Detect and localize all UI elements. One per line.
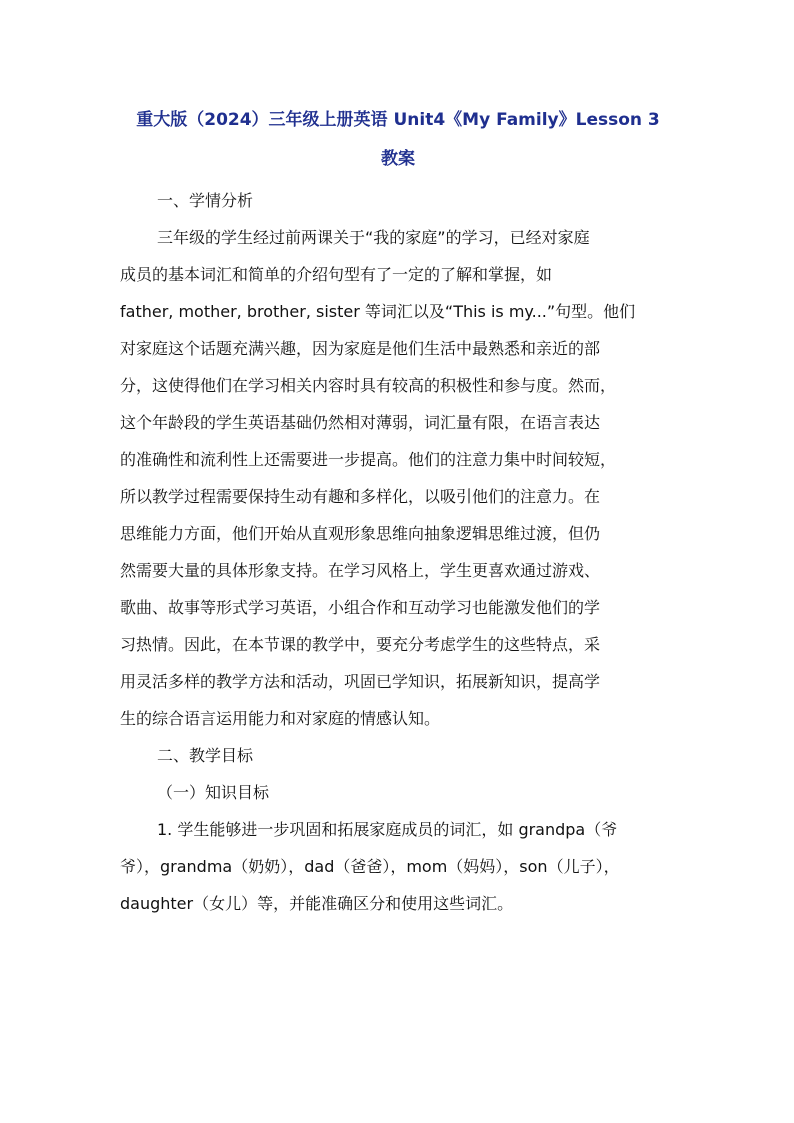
- paragraph-line: 的准确性和流利性上还需要进一步提高。他们的注意力集中时间较短，: [120, 450, 617, 469]
- document-content: [120, 100, 676, 922]
- paragraph-line: 歌曲、故事等形式学习英语，小组合作和互动学习也能激发他们的学: [120, 598, 601, 617]
- document-title: 重大版（2024）三年级上册英语 Unit4《My Family》Lesson 3: [136, 110, 660, 130]
- section-heading-teaching-objectives: 二、教学目标: [157, 746, 254, 765]
- paragraph-line: father, mother, brother, sister 等词汇以及“This is my...”句型。他们: [120, 302, 636, 321]
- paragraph-line: 生的综合语言运用能力和对家庭的情感认知。: [120, 709, 441, 728]
- paragraph-line: 成员的基本词汇和简单的介绍句型有了一定的了解和掌握，如: [120, 265, 553, 284]
- objective-line: 1. 学生能够进一步巩固和拓展家庭成员的词汇，如 grandpa（爷: [157, 820, 618, 839]
- paragraph-line: 分，这使得他们在学习相关内容时具有较高的积极性和参与度。然而，: [120, 376, 617, 395]
- document-title-continuation: 教案: [381, 149, 415, 169]
- paragraph-line: 所以教学过程需要保持生动有趣和多样化，以吸引他们的注意力。在: [120, 487, 601, 506]
- paragraph-line: 然需要大量的具体形象支持。在学习风格上，学生更喜欢通过游戏、: [120, 561, 601, 580]
- paragraph-line: 三年级的学生经过前两课关于“我的家庭”的学习，已经对家庭: [157, 228, 590, 247]
- paragraph-line: 用灵活多样的教学方法和活动，巩固已学知识，拓展新知识，提高学: [120, 672, 601, 691]
- paragraph-line: 这个年龄段的学生英语基础仍然相对薄弱，词汇量有限，在语言表达: [120, 413, 601, 432]
- section-heading-student-analysis: 一、学情分析: [157, 191, 254, 210]
- paragraph-line: 对家庭这个话题充满兴趣，因为家庭是他们生活中最熟悉和亲近的部: [120, 339, 601, 358]
- objective-line: daughter（女儿）等，并能准确区分和使用这些词汇。: [120, 894, 514, 913]
- objective-line: 爷），grandma（奶奶），dad（爸爸），mom（妈妈），son（儿子），: [120, 857, 620, 876]
- knowledge-objective-item: [120, 811, 676, 922]
- subsection-heading-knowledge-objectives: （一）知识目标: [157, 783, 270, 802]
- paragraph-line: 思维能力方面，他们开始从直观形象思维向抽象逻辑思维过渡，但仍: [120, 524, 601, 543]
- paragraph-line: 习热情。因此，在本节课的教学中，要充分考虑学生的这些特点，采: [120, 635, 601, 654]
- student-analysis-paragraph: [120, 219, 676, 737]
